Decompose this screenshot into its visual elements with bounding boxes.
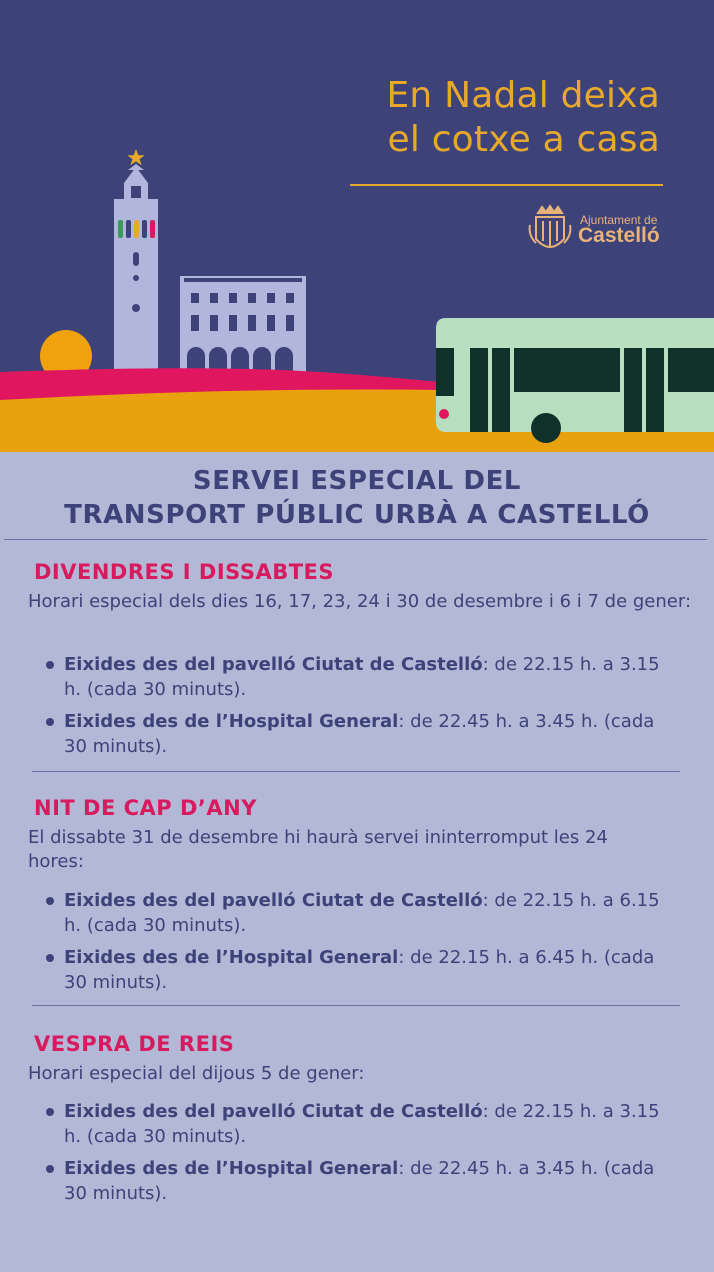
section-divider: [32, 771, 680, 772]
list-item-strong: Eixides des del pavelló Ciutat de Castelló: [64, 1101, 483, 1122]
bullet-icon: [46, 954, 54, 962]
list-item: [44, 888, 664, 938]
list-item-strong: Eixides des de l’Hospital General: [64, 711, 399, 732]
list-item-text: : de 22.15 h. a 6.15 h. (cada 30 minuts).: [64, 890, 660, 936]
slogan: [386, 74, 660, 162]
page-title: [0, 464, 714, 532]
star-icon: [127, 149, 145, 165]
section-intro: El dissabte 31 de desembre hi haurà servei ininterromput les 24 hores:: [28, 827, 608, 872]
section-intro: Horari especial del dijous 5 de gener:: [28, 1063, 365, 1084]
ajuntament-logo: [526, 203, 666, 263]
bullet-icon: [46, 661, 54, 669]
list-item: [44, 709, 664, 759]
list-item-strong: Eixides des de l’Hospital General: [64, 1158, 399, 1179]
slogan-line-2: el cotxe a casa: [387, 119, 660, 160]
slogan-divider: [350, 184, 663, 186]
palace-shape: [180, 276, 306, 376]
list-item: [44, 1156, 664, 1206]
tower-shape: [114, 164, 158, 379]
bullet-icon: [46, 718, 54, 726]
logo-title: Castelló: [578, 224, 660, 247]
title-line-1: SERVEI ESPECIAL DEL: [192, 466, 522, 496]
bullet-icon: [46, 1165, 54, 1173]
bullet-icon: [46, 1108, 54, 1116]
list-item-strong: Eixides des del pavelló Ciutat de Castelló: [64, 654, 483, 675]
coat-of-arms-icon: [526, 203, 574, 259]
section-heading: VESPRA DE REIS: [34, 1032, 235, 1056]
list-item-text: : de 22.15 h. a 3.15 h. (cada 30 minuts).: [64, 1101, 660, 1147]
title-line-2: TRANSPORT PÚBLIC URBÀ A CASTELLÓ: [64, 500, 650, 530]
logo-subtitle: Ajuntament de: [580, 213, 658, 227]
section-divider: [32, 1005, 680, 1006]
list-item-text: : de 22.45 h. a 3.45 h. (cada 30 minuts).: [64, 711, 655, 757]
section-heading: NIT DE CAP D’ANY: [34, 796, 257, 820]
schedule-content: [0, 452, 714, 1272]
list-item-strong: Eixides des de l’Hospital General: [64, 947, 399, 968]
hero-banner: [0, 0, 714, 452]
slogan-line-1: En Nadal deixa: [386, 75, 660, 116]
title-divider: [4, 539, 707, 540]
list-item: [44, 652, 664, 702]
list-item-text: : de 22.15 h. a 6.45 h. (cada 30 minuts).: [64, 947, 655, 993]
list-item-text: : de 22.15 h. a 3.15 h. (cada 30 minuts).: [64, 654, 660, 700]
bullet-icon: [46, 897, 54, 905]
list-item-text: : de 22.45 h. a 3.45 h. (cada 30 minuts).: [64, 1158, 655, 1204]
section-heading: DIVENDRES I DISSABTES: [34, 560, 335, 584]
section-intro: Horari especial dels dies 16, 17, 23, 24 i 30 de desembre i 6 i 7 de gener:: [28, 591, 692, 612]
list-item: [44, 1099, 664, 1149]
list-item: [44, 945, 664, 995]
list-item-strong: Eixides des del pavelló Ciutat de Castelló: [64, 890, 483, 911]
bus-shape: [436, 318, 714, 443]
